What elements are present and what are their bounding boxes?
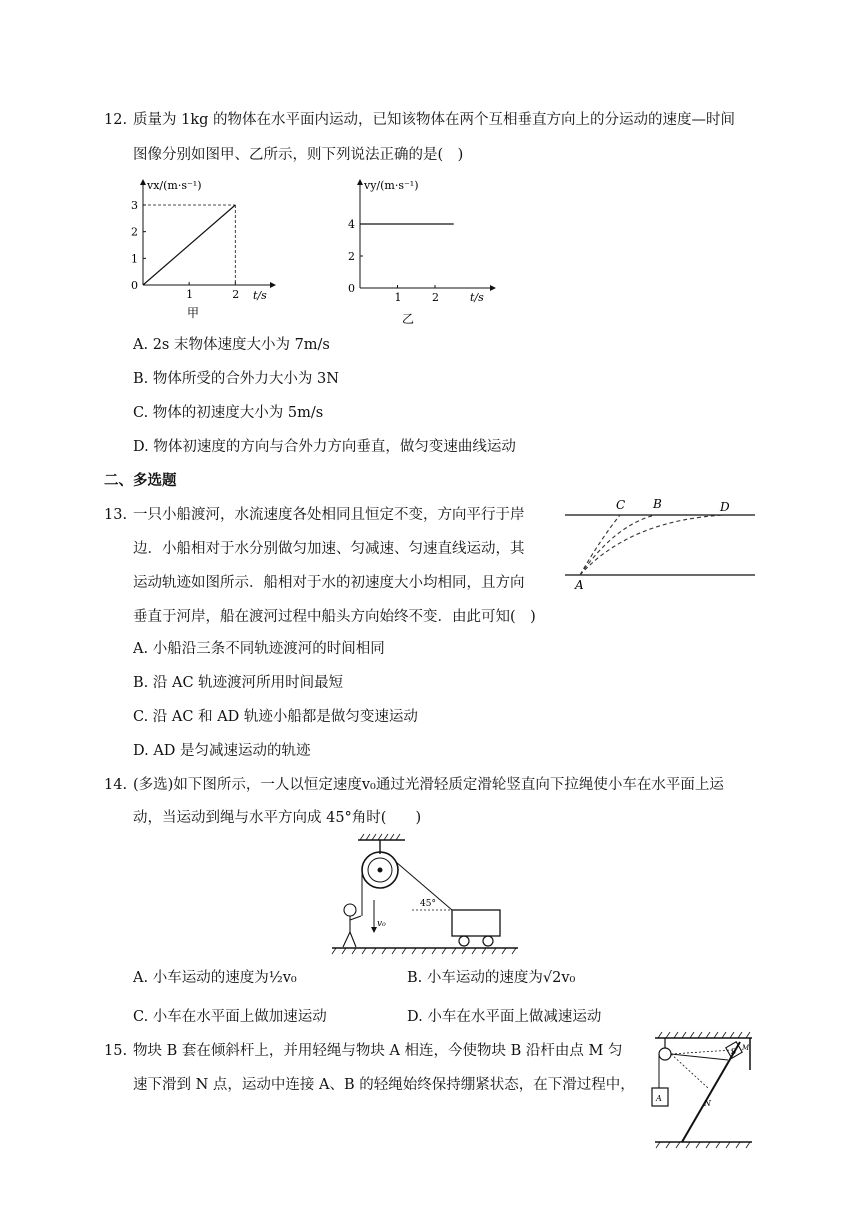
person-head [344, 904, 356, 916]
y-tick-label: 3 [131, 199, 138, 212]
point-d-label: D [720, 500, 730, 514]
y-axis-label: vx/(m·s⁻¹) [147, 179, 202, 192]
q13-line-3: 运动轨迹如图所示．船相对于水的初速度大小均相同，且方向 [133, 575, 525, 591]
x-axis-label: t/s [470, 291, 484, 304]
point-c-label: C [616, 498, 626, 512]
y-tick-label: 0 [348, 282, 355, 295]
q14-option-d: D. 小车在水平面上做减速运动 [407, 1009, 602, 1025]
x-axis-label: t/s [253, 289, 267, 302]
q12-number: 12. [104, 112, 128, 128]
point-a-label: A [575, 578, 584, 592]
trajectory-ab [580, 515, 655, 575]
cart-wheel-right [483, 936, 493, 946]
y-tick-label: 2 [131, 225, 138, 239]
trajectory-ad [580, 515, 725, 575]
y-tick-label: 2 [348, 250, 355, 263]
chart-jia [125, 175, 285, 325]
pulley [659, 1048, 671, 1060]
velocity-label: v₀ [377, 919, 386, 929]
point-n-label: N [704, 1099, 711, 1108]
q14-line-1: (多选)如下图所示，一人以恒定速度v₀通过光滑轻质定滑轮竖直向下拉绳使小车在水平面上运 [133, 777, 724, 793]
block-b-label: B [731, 1048, 737, 1056]
x-tick-label: 1 [394, 291, 402, 304]
q12-option-d: D. 物体初速度的方向与合外力方向垂直，做匀变速曲线运动 [133, 439, 516, 455]
series-line [143, 205, 235, 285]
pulley-cart-diagram [330, 832, 520, 957]
x-tick-label: 2 [432, 291, 439, 304]
q14-line-2: 动，当运动到绳与水平方向成 45°角时( ) [133, 810, 422, 826]
incline-diagram [640, 1030, 760, 1155]
q13-number: 13. [104, 507, 128, 523]
x-tick-label: 1 [186, 288, 194, 301]
q13-option-c: C. 沿 AC 和 AD 轨迹小船都是做匀变速运动 [133, 709, 418, 725]
q15-line-1: 物块 B 套在倾斜杆上，并用轻绳与物块 A 相连，今使物块 B 沿杆由点 M 匀 [133, 1043, 623, 1059]
cart-wheel-left [459, 936, 469, 946]
q13-line-4: 垂直于河岸，船在渡河过程中船头方向始终不变．由此可知( ) [133, 609, 536, 625]
q12-line-2: 图像分别如图甲、乙所示，则下列说法正确的是( ) [133, 147, 464, 163]
q15-line-2: 速下滑到 N 点，运动中连接 A、B 的轻绳始终保持绷紧状态，在下滑过程中， [133, 1077, 635, 1093]
q12-option-c: C. 物体的初速度大小为 5m/s [133, 405, 324, 421]
q12-option-a: A. 2s 末物体速度大小为 7m/s [133, 337, 330, 353]
point-m-label: M [742, 1044, 750, 1052]
q14-number: 14. [104, 777, 128, 793]
angle-label: 45° [420, 899, 436, 909]
q13-line-1: 一只小船渡河，水流速度各处相同且恒定不变，方向平行于岸 [133, 507, 525, 523]
section-title: 二、多选题 [104, 472, 177, 489]
y-tick-label: 1 [131, 252, 138, 266]
q12-line-1: 质量为 1kg 的物体在水平面内运动，已知该物体在两个互相垂直方向上的分运动的速度—时间 [133, 112, 736, 128]
q14-option-c: C. 小车在水平面上做加速运动 [133, 1009, 327, 1025]
q15-number: 15. [104, 1043, 128, 1059]
chart-caption: 乙 [402, 312, 415, 326]
block-a-label: A [656, 1094, 662, 1103]
chart-yi [340, 175, 500, 330]
q12-option-b: B. 物体所受的合外力大小为 3N [133, 371, 339, 387]
river-diagram [560, 495, 760, 595]
q13-option-d: D. AD 是匀减速运动的轨迹 [133, 743, 311, 759]
y-axis-label: vy/(m·s⁻¹) [364, 179, 419, 192]
q14-option-a: A. 小车运动的速度为½v₀ [133, 970, 297, 986]
q14-option-b: B. 小车运动的速度为√2v₀ [407, 970, 576, 986]
person-body [343, 916, 361, 947]
chart-caption: 甲 [187, 306, 200, 320]
y-tick-label: 4 [348, 218, 355, 231]
cart [452, 910, 500, 936]
x-tick-label: 2 [232, 288, 240, 301]
q13-option-a: A. 小船沿三条不同轨迹渡河的时间相同 [133, 641, 385, 657]
point-b-label: B [653, 497, 662, 511]
q13-line-2: 边．小船相对于水分别做匀加速、匀减速、匀速直线运动，其 [133, 541, 525, 557]
q13-option-b: B. 沿 AC 轨迹渡河所用时间最短 [133, 675, 344, 691]
y-tick-label: 0 [131, 279, 138, 292]
